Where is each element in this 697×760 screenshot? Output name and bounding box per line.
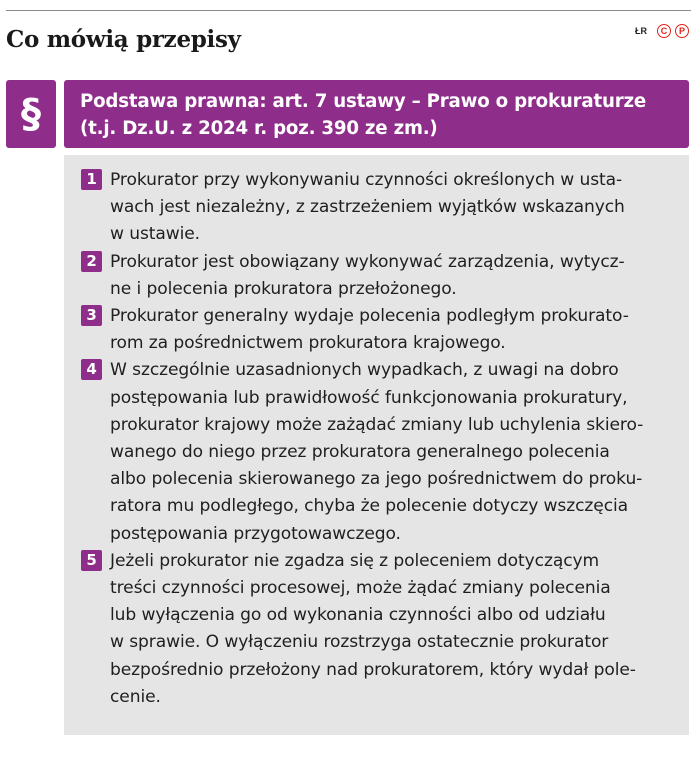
item-text-line: cenie. — [110, 686, 161, 707]
item-text-line: bezpośrednio przełożony nad prokuratorem, który wydał pole- — [110, 659, 636, 680]
item-text-line: prokurator krajowy może zażądać zmiany lub uchylenia skiero- — [110, 414, 644, 435]
press-badge: P — [675, 24, 689, 38]
item-text-line: wanego do niego przez prokuratora generalnego polecenia — [110, 442, 610, 463]
item-text-line: postępowania lub prawidłowość funkcjonowania prokuratury, — [110, 387, 628, 408]
item-text-line: w ustawie. — [110, 224, 201, 245]
item-text-line: wach jest niezależny, z zastrzeżeniem wyjątków wskazanych — [110, 197, 625, 218]
item-text-line: ratora mu podległego, chyba że polecenie dotyczy wszczęcia — [110, 496, 629, 517]
page-title: Co mówią przepisy — [6, 26, 241, 53]
item-text-line: ne i polecenia prokuratora przełożonego. — [110, 278, 457, 299]
section-symbol-icon: § — [6, 80, 56, 148]
header-line: Podstawa prawna: art. 7 ustawy – Prawo o prokuraturze — [80, 91, 646, 112]
provision-item-5 — [81, 548, 677, 711]
item-text-line: Jeżeli prokurator nie zgadza się z poleceniem dotyczącym — [110, 550, 600, 571]
top-divider — [6, 10, 691, 11]
legal-basis-header — [64, 80, 689, 148]
item-text-line: W szczególnie uzasadnionych wypadkach, z uwagi na dobro — [110, 360, 619, 381]
item-number-badge: 3 — [81, 305, 102, 326]
item-number-badge: 1 — [81, 169, 102, 190]
item-text-line: postępowania przygotowawczego. — [110, 523, 401, 544]
source-credits — [635, 24, 689, 38]
provision-item-1 — [81, 167, 677, 249]
item-text-line: treści czynności procesowej, może żądać zmiany polecenia — [110, 578, 611, 599]
copyright-badge: C — [657, 24, 671, 38]
item-text-line: w sprawie. O wyłączeniu rozstrzyga ostatecznie prokurator — [110, 632, 609, 653]
provision-item-3 — [81, 303, 677, 357]
provision-item-2 — [81, 249, 677, 303]
provisions-list — [64, 155, 689, 735]
provision-item-4 — [81, 357, 677, 547]
item-number-badge: 2 — [81, 251, 102, 272]
item-text-line: lub wyłączenia go od wykonania czynności albo od udziału — [110, 605, 606, 626]
item-text-line: Prokurator przy wykonywaniu czynności określonych w usta- — [110, 170, 623, 190]
item-text-line: Prokurator jest obowiązany wykonywać zarządzenia, wytycz- — [110, 251, 625, 272]
header-line: (t.j. Dz.U. z 2024 r. poz. 390 ze zm.) — [80, 118, 438, 139]
item-text-line: rom za pośrednictwem prokuratora krajowego. — [110, 333, 506, 354]
item-text-line: albo polecenia skierowanego za jego pośrednictwem do proku- — [110, 469, 643, 490]
item-text-line: Prokurator generalny wydaje polecenia podległym prokurato- — [110, 306, 629, 327]
credit-initials: ŁR — [635, 26, 647, 36]
item-number-badge: 5 — [81, 550, 102, 571]
item-number-badge: 4 — [81, 359, 102, 380]
